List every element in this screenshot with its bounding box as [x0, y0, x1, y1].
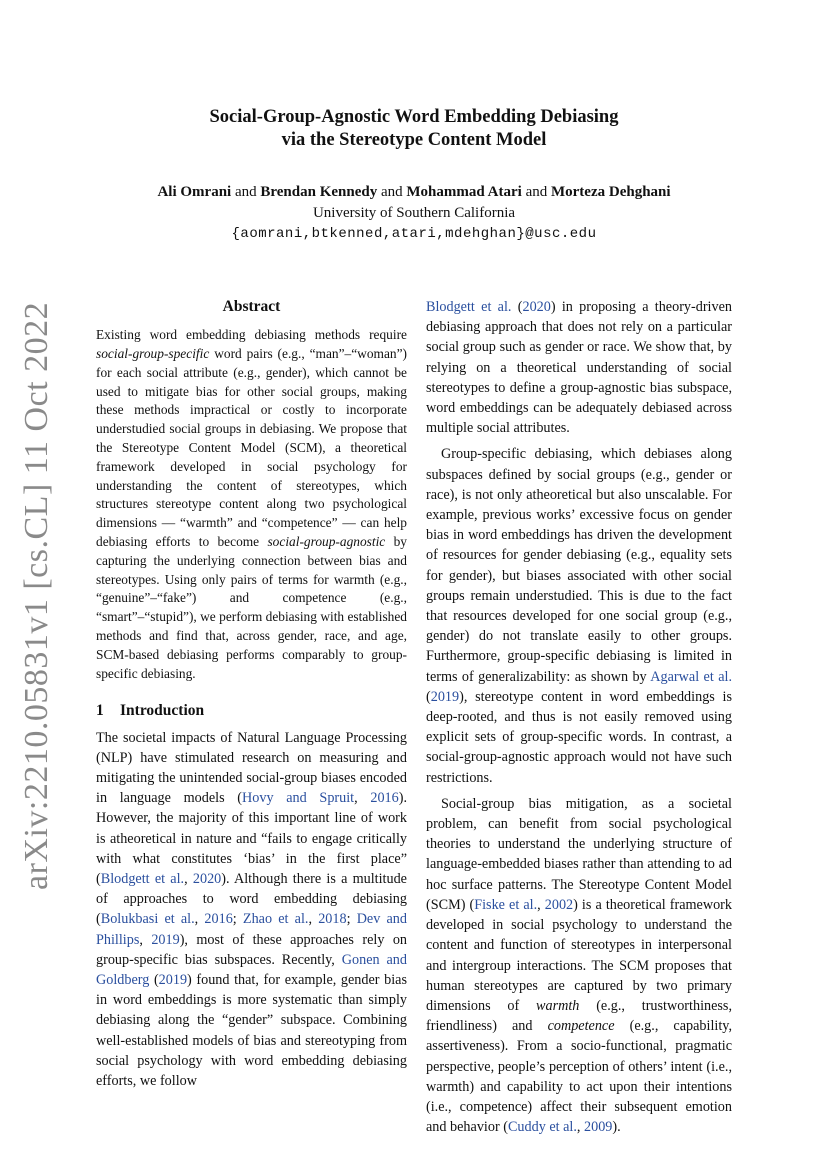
citation-link[interactable]: 2016: [204, 911, 233, 928]
arxiv-identifier-stamp: arXiv:2210.05831v1 [cs.CL] 11 Oct 2022: [18, 301, 55, 890]
citation-link[interactable]: 2020: [522, 299, 551, 315]
paper-title-line-1: Social-Group-Agnostic Word Embedding Debiasing: [209, 107, 619, 127]
citation-link[interactable]: Dev and Phillips: [96, 911, 407, 948]
author-separator: and: [525, 184, 548, 200]
citation-link[interactable]: 2002: [544, 896, 574, 913]
citation-link[interactable]: 2019: [430, 688, 460, 705]
citation-link[interactable]: Zhao et al.: [242, 911, 309, 928]
author-name: Morteza Dehghani: [550, 184, 671, 200]
citation-link[interactable]: 2009: [584, 1119, 613, 1136]
citation-link[interactable]: Blodgett et al.: [100, 870, 185, 887]
citation-link[interactable]: 2016: [370, 790, 399, 807]
citation-link[interactable]: 2018: [318, 911, 347, 928]
affiliation: University of Southern California: [312, 205, 516, 221]
group-specific-debiasing-paragraph: Group-specific debiasing, which debiases along subspaces defined by social groups (e.g., gender or race), is not only atheoretical but also unscalable. For example, previous works’ excessive focus on gender bias in word embeddings has driven the development of resources for gender debiasing (e.g., equality sets for gender), but biases associated with other social groups remain understudied. This is due to the fact that resources developed for one social group (e.g., gender) do not translate easily to other groups. Furthermore, group-specific debiasing is limited in terms of generalizability: as shown by Agarwal et al. (2019), stereotype content in word embeddings is deep-rooted, and thus is not easily removed using explicit sets of group-specific words. In contrast, a social-group-agnostic approach would not have such restrictions.: [426, 446, 732, 786]
citation-link[interactable]: Blodgett et al.: [426, 299, 512, 315]
citation-link[interactable]: Gonen and Goldberg: [96, 951, 407, 988]
scm-paragraph: Social-group bias mitigation, as a societal problem, can benefit from social psychological theories to understand the underlying structure of language-embedded biases rather than attending to ad hoc surface patterns. The Stereotype Content Model (SCM) (Fiske et al., 2002) is a theoretical framework developed in social psychology to understand the content and function of stereotypes in interpersonal and intergroup interactions. The SCM proposes that human stereotypes are captured by two primary dimensions of warmth (e.g., trustworthiness, friendliness) and competence (e.g., capability, assertiveness). From a socio-functional, pragmatic perspective, people’s perception of others’ intent (i.e., warmth) and capability to act upon their intentions (i.e., competence) affect their subsequent emotion and behavior (Cuddy et al., 2009).: [426, 795, 732, 1136]
citation-link[interactable]: Hovy and Spruit: [242, 790, 355, 807]
left-column: [96, 297, 407, 1091]
right-column: [426, 297, 732, 1137]
citation-link[interactable]: Agarwal et al.: [650, 668, 732, 685]
citation-link[interactable]: 2020: [192, 870, 222, 887]
citation-link[interactable]: Fiske et al.: [474, 896, 538, 913]
author-name: Mohammad Atari: [406, 184, 522, 200]
author-emails: {aomrani,btkenned,atari,mdehghan}@usc.edu: [231, 226, 597, 242]
author-list: [0, 182, 828, 203]
citation-link[interactable]: Cuddy et al.: [507, 1119, 577, 1136]
author-block: [0, 182, 828, 245]
author-name: Ali Omrani: [157, 184, 232, 200]
citation-link[interactable]: 2019: [151, 931, 180, 948]
author-name: Brendan Kennedy: [260, 184, 378, 200]
section-heading-introduction: 1 Introduction: [96, 702, 205, 720]
abstract-heading: Abstract: [222, 298, 281, 315]
intro-paragraph-continued: Blodgett et al. (2020) in proposing a theory-driven debiasing approach that does not rely on a particular social group such as gender or race. We show that, by relying on a theoretical understanding of social stereotypes to define a group-agnostic bias subspace, word embeddings can be adequately debiased across multiple social attributes.: [426, 299, 732, 437]
author-separator: and: [380, 184, 403, 200]
intro-paragraph: The societal impacts of Natural Language Processing (NLP) have stimulated research on measuring and mitigating the unintended social-group biases encoded in language models (Hovy and Spruit, 2016). However, the majority of this important line of work is atheoretical in nature and “fails to engage critically with what constitutes ‘bias’ in the first place” (Blodgett et al., 2020). Although there is a multitude of approaches to word embedding debiasing (Bolukbasi et al., 2016; Zhao et al., 2018; Dev and Phillips, 2019), most of these approaches rely on group-specific bias subspaces. Recently, Gonen and Goldberg (2019) found that, for example, gender bias in word embeddings is more systematic than simply debiasing along the “gender” subspace. Combining well-established models of bias and stereotyping from social psychology with word embedding debiasing efforts, we follow: [96, 729, 408, 1089]
paper-title-line-2: via the Stereotype Content Model: [281, 130, 547, 150]
citation-link[interactable]: Bolukbasi et al.: [100, 911, 195, 928]
paper-title: [0, 106, 828, 152]
citation-link[interactable]: 2019: [158, 971, 188, 988]
abstract-text: Existing word embedding debiasing methods require social-group-specific word pairs (e.g., “man”–“woman”) for each social attribute (e.g., gender), which cannot be used to mitigate bias for other social groups, making these methods impractical or costly to incorporate understudied social groups in debiasing. We propose that the Stereotype Content Model (SCM), a theoretical framework developed in social psychology for understanding the content of stereotypes, which structures stereotype content along two psychological dimensions — “warmth” and “competence” — can help debiasing efforts to become social-group-agnostic by capturing the underlying connection between bias and stereotypes. Using only pairs of terms for warmth (e.g., “genuine”–“fake”) and competence (e.g., “smart”–“stupid”), we perform debiasing with established methods and find that, across gender, race, and age, SCM-based debiasing performs comparably to group-specific debiasing.: [96, 327, 407, 681]
author-separator: and: [234, 184, 257, 200]
